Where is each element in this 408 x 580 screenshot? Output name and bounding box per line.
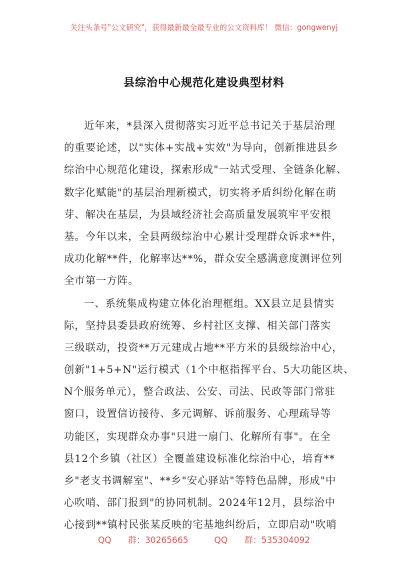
document-body [64,116,356,538]
body-line: N个服务单元），整合政法、公安、司法、民政等部门常驻 [64,387,336,399]
body-line: 成功化解**件，化解率达**%，群众安全感满意度测评位列 [64,254,343,266]
body-line: 功能区，实现群众办事"只进一扇门、化解所有事"。在全 [64,431,331,443]
body-line: 全市第一方阵。 [64,276,139,288]
body-line: 心接到**镇村民张某反映的宅基地纠纷后，立即启动"吹哨 [64,520,337,532]
header-banner: 关注头条号"公文研究"，获得最新最全最专业的公文资料库！ 微信：gongwenyj [70,23,338,32]
body-line: 芽、解决在基层，为县域经济社会高质量发展筑牢平安根 [64,209,332,221]
qq-group-2: QQ 群：535304092 [214,536,311,546]
body-line: 综治中心规范化建设，探索形成"一站式受理、全链条化解、 [64,165,348,177]
footer-qq-groups [0,534,408,546]
body-line: 近年来，*县深入贯彻落实习近平总书记关于基层治理 [84,121,336,132]
section-heading-line: 一、系统集成构建立体化治理框组。XX县立足县情实 [84,298,335,310]
body-line: 三级联动，投资**万元建成占地**平方米的县级综治中心， [64,342,343,354]
body-line: 的重要论述，以"实体+实战+实效"为导向，创新推进县乡 [64,143,339,155]
body-line: 乡"老支书调解室"、**乡"安心驿站"等特色品牌，形成"中 [64,476,337,487]
body-line: 数字化赋能"的基层治理新模式，切实将矛盾纠纷化解在萌 [64,187,337,199]
body-line: 创新"1+5+N"运行模式（1个中枢指挥平台、5大功能区块、 [64,365,355,377]
body-line: 际，坚持县委县政府统筹、乡村社区支撑、相关部门落实 [64,320,332,332]
body-line: 基。今年以来，全县两级综治中心累计受理群众诉求**件， [64,231,343,243]
body-line: 县12个乡镇（社区）全覆盖建设标准化综治中心，培育** [64,453,335,465]
document-title: 县综治中心规范化建设典型材料 [123,76,285,89]
body-line: 窗口，设置信访接待、多元调解、诉前服务、心理疏导等 [64,409,332,421]
body-line: 心吹哨、部门报到"的协同机制。2024年12月，县综治中 [64,498,336,510]
qq-group-1: QQ 群：30265665 [97,536,189,546]
